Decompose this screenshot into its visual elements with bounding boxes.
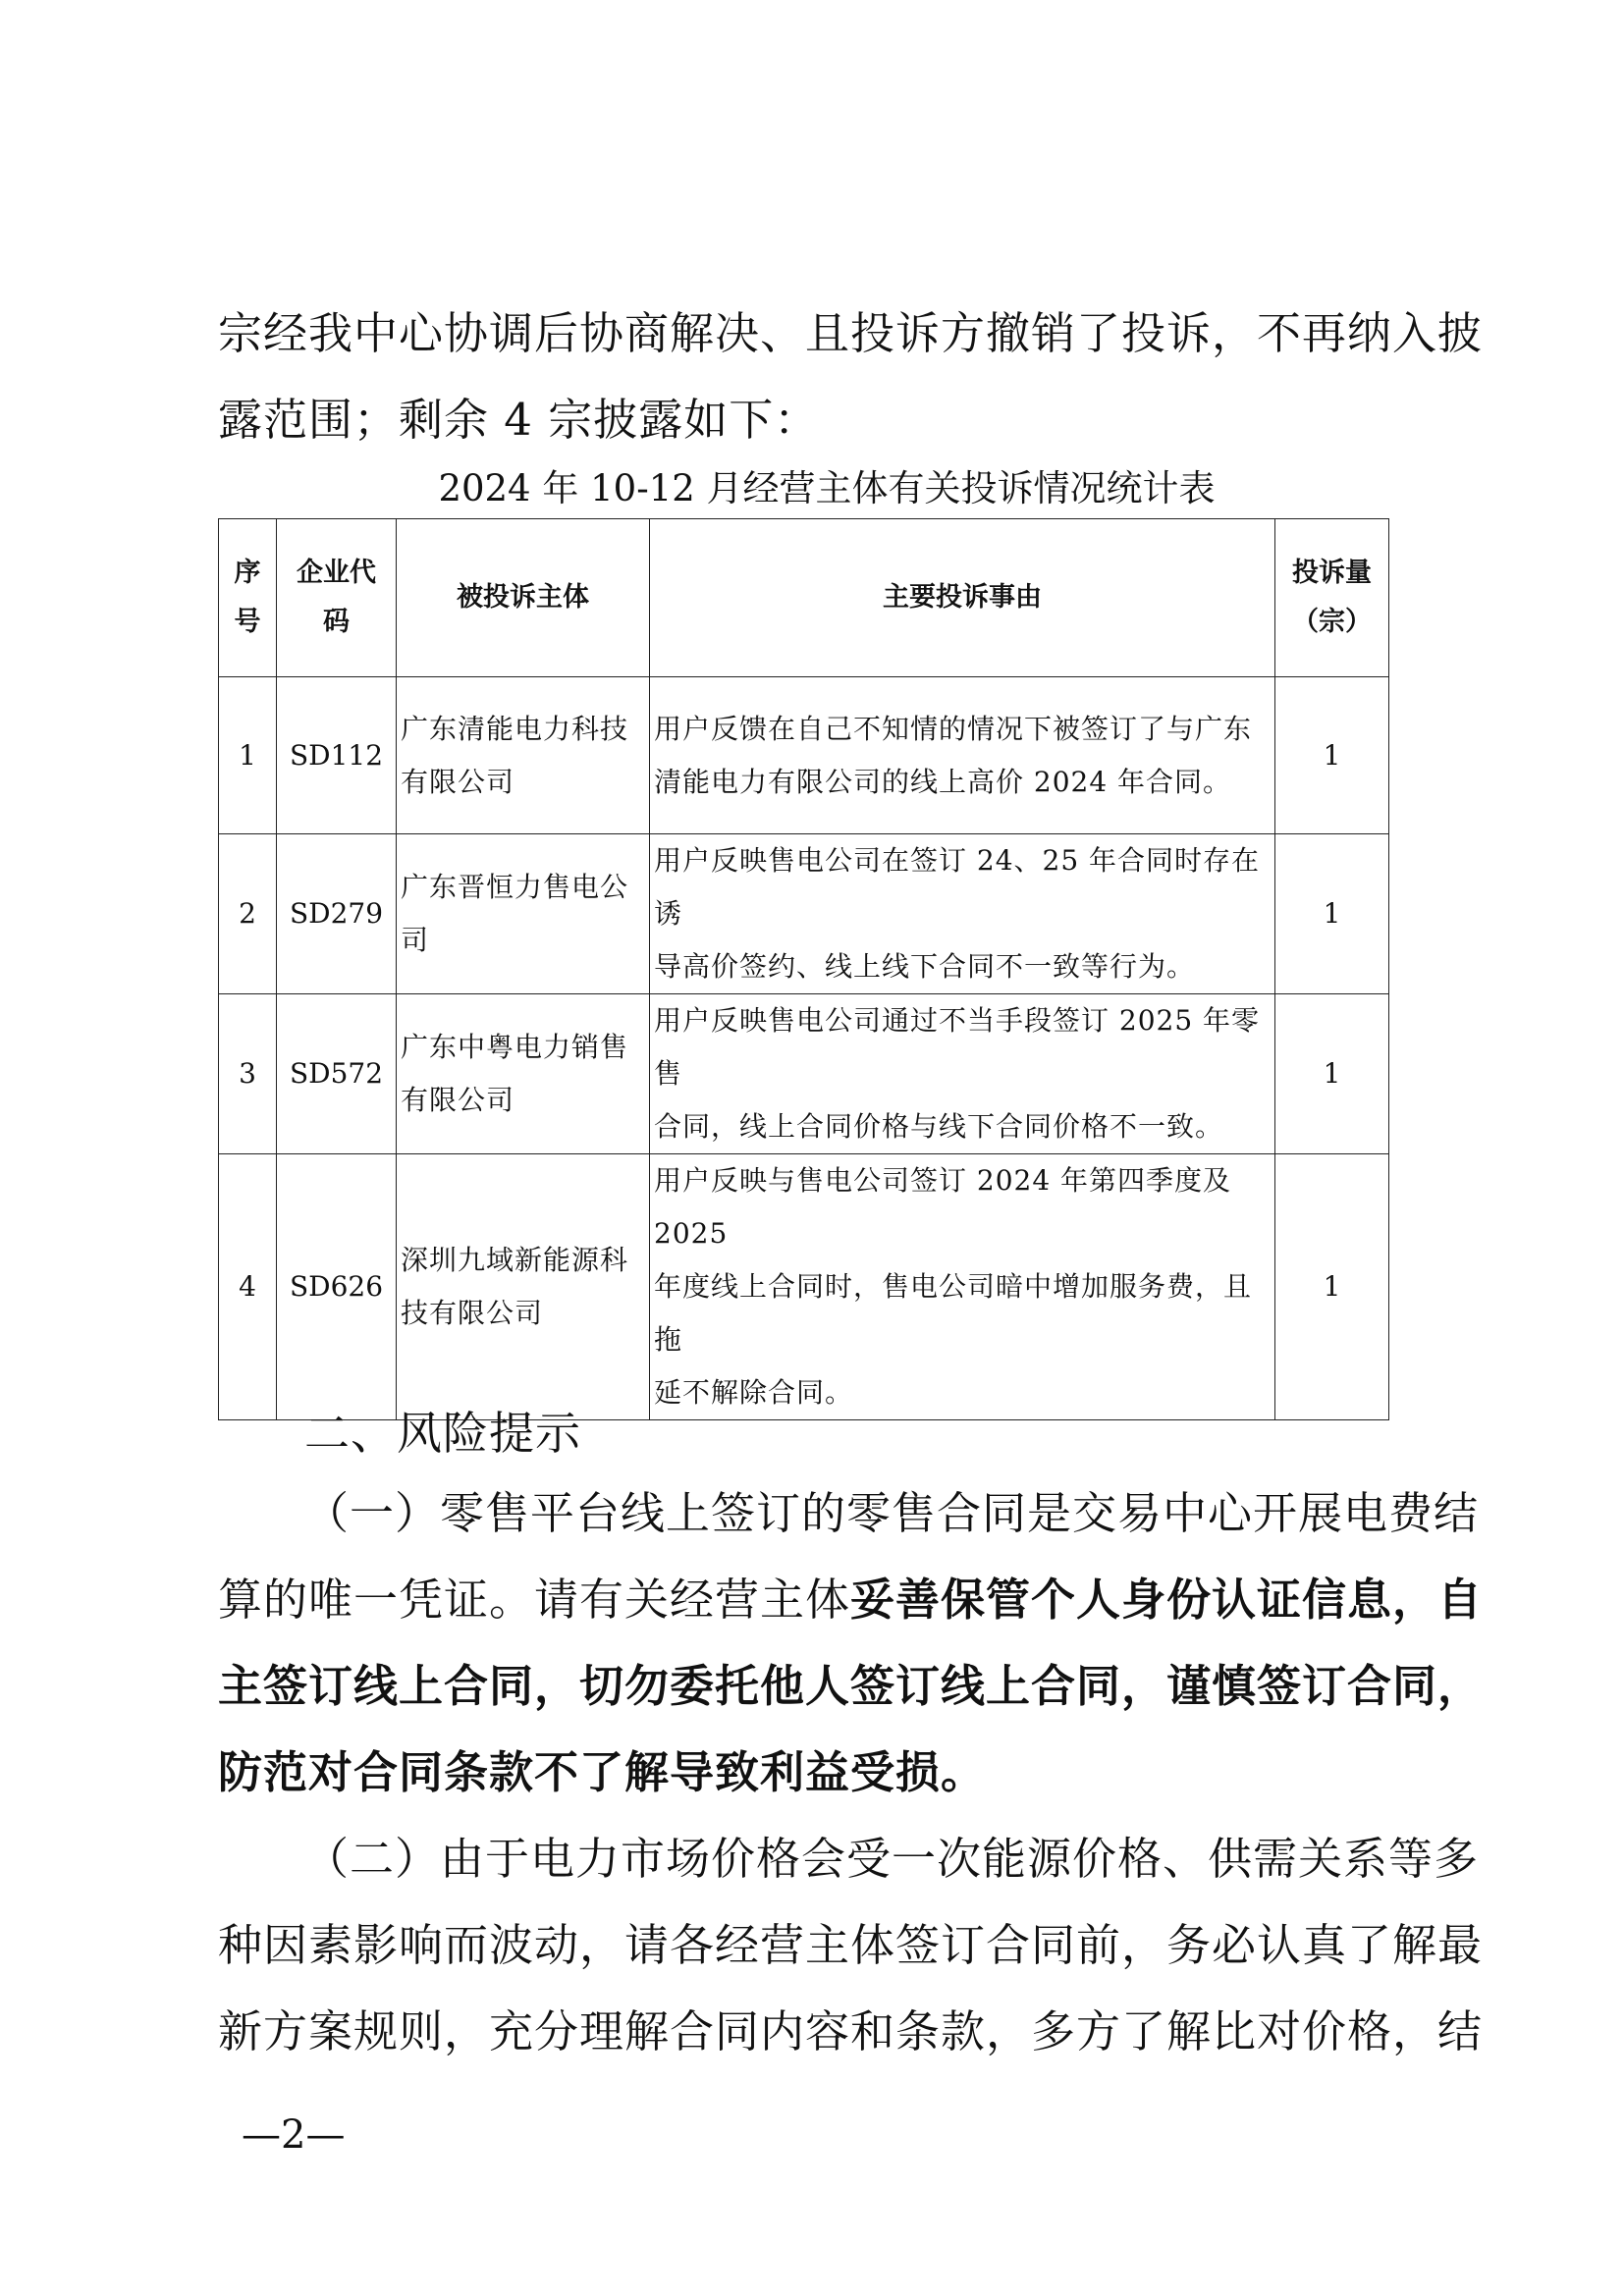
cell-reason: 用户反映售电公司通过不当手段签订 2025 年零售 合同，线上合同价格与线下合同价格不一致。 [650, 994, 1275, 1154]
page-number: —2— [242, 2112, 346, 2158]
header-count: 投诉量 （宗） [1275, 519, 1389, 677]
section-heading: 二、风险提示 [304, 1407, 581, 1460]
cell-seq: 1 [219, 677, 277, 834]
cell-seq: 2 [219, 834, 277, 994]
intro-line-2: 露范围；剩余 4 宗披露如下： [218, 394, 820, 446]
complaints-table [218, 518, 1389, 1420]
cell-seq: 3 [219, 994, 277, 1154]
paragraph-2-line-2: 种因素影响而波动，请各经营主体签订合同前，务必认真了解最 [218, 1919, 1484, 1971]
cell-reason: 用户反映售电公司在签订 24、25 年合同时存在诱 导高价签约、线上线下合同不一致等行为。 [650, 834, 1275, 994]
cell-seq: 4 [219, 1154, 277, 1420]
cell-subject: 广东中粤电力销售 有限公司 [397, 994, 650, 1154]
paragraph-2-line-1: （二）由于电力市场价格会受一次能源价格、供需关系等多 [304, 1833, 1480, 1885]
cell-count: 1 [1275, 834, 1389, 994]
cell-reason: 用户反馈在自己不知情的情况下被签订了与广东 清能电力有限公司的线上高价 2024 年合同。 [650, 677, 1275, 834]
cell-code: SD279 [277, 834, 397, 994]
header-seq: 序 号 [219, 519, 277, 677]
paragraph-1-line-4: 防范对合同条款不了解导致利益受损。 [218, 1746, 987, 1798]
cell-count: 1 [1275, 677, 1389, 834]
cell-reason: 用户反映与售电公司签订 2024 年第四季度及 2025 年度线上合同时，售电公司暗中增加服务费，且拖 延不解除合同。 [650, 1154, 1275, 1420]
cell-code: SD112 [277, 677, 397, 834]
table-row [219, 834, 1389, 994]
table-row [219, 677, 1389, 834]
cell-count: 1 [1275, 1154, 1389, 1420]
table-header-row [219, 519, 1389, 677]
cell-count: 1 [1275, 994, 1389, 1154]
header-subject: 被投诉主体 [397, 519, 650, 677]
table-row [219, 1154, 1389, 1420]
intro-line-1: 宗经我中心协调后协商解决、且投诉方撤销了投诉，不再纳入披 [218, 307, 1484, 359]
header-code: 企业代 码 [277, 519, 397, 677]
cell-code: SD572 [277, 994, 397, 1154]
paragraph-1-line-1: （一）零售平台线上签订的零售合同是交易中心开展电费结 [304, 1487, 1480, 1539]
cell-subject: 广东清能电力科技 有限公司 [397, 677, 650, 834]
header-reason: 主要投诉事由 [650, 519, 1275, 677]
table-row [219, 994, 1389, 1154]
cell-code: SD626 [277, 1154, 397, 1420]
paragraph-1-line-3: 主签订线上合同，切勿委托他人签订线上合同，谨慎签订合同， [218, 1660, 1484, 1712]
cell-subject: 广东晋恒力售电公 司 [397, 834, 650, 994]
cell-subject: 深圳九域新能源科 技有限公司 [397, 1154, 650, 1420]
table-caption: 2024 年 10-12 月经营主体有关投诉情况统计表 [438, 467, 1216, 509]
paragraph-2-line-3: 新方案规则，充分理解合同内容和条款，多方了解比对价格，结 [218, 2005, 1484, 2057]
paragraph-1-line-2: 算的唯一凭证。请有关经营主体妥善保管个人身份认证信息，自 [218, 1574, 1484, 1626]
